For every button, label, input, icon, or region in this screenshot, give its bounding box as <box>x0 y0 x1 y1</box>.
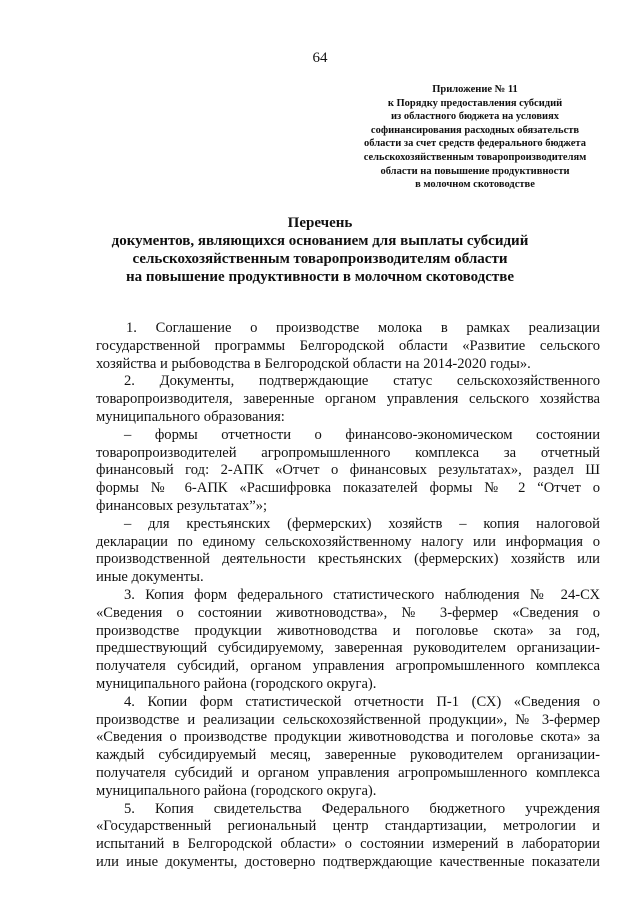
paragraph-1 <box>96 320 600 373</box>
text-line: 2. Документы, подтверждающие статус сельскохозяйственного <box>124 373 600 390</box>
text-line: 1. Соглашение о производстве молока в рамках реализации <box>126 320 600 336</box>
paragraph-3 <box>96 587 600 694</box>
document-body <box>96 320 600 872</box>
text-line: предшествующий субсидируемому, заверенная руководителем организации- <box>96 640 600 657</box>
title-line: на повышение продуктивности в молочном скотоводстве <box>125 269 515 285</box>
text-line: производстве и реализации сельскохозяйственной продукции», № 3-фермер <box>96 711 600 728</box>
text-line: товаропроизводителей агропромышленного комплекса за отчетный <box>96 444 600 461</box>
appendix-line: в молочном скотоводстве <box>415 179 535 191</box>
text-line: – для крестьянских (фермерских) хозяйств – копия налоговой <box>124 515 600 532</box>
text-line: формы № 6-АПК «Расшифровка показателей формы № 2 “Отчет о <box>96 480 600 497</box>
appendix-line: области за счет средств федерального бюджета <box>364 138 586 150</box>
appendix-line: к Порядку предоставления субсидий <box>387 97 563 109</box>
text-line: получателя субсидий и органом управления агропромышленного комплекса <box>96 764 600 781</box>
text-line: финансовый год: 2-АПК «Отчет о финансовых результатах», раздел Ш <box>96 462 600 479</box>
title-line: документов, являющихся основанием для выплаты субсидий <box>111 233 529 249</box>
text-line: 3. Копия форм федерального статистического наблюдения № 24-СХ <box>124 586 600 603</box>
paragraph-2-item-farms <box>96 516 600 587</box>
text-line: производстве продукции животноводства и поголовье скота» за год, <box>96 622 600 639</box>
text-line: «Государственный региональный центр стандартизации, метрологии и <box>96 818 600 835</box>
appendix-line: из областного бюджета на условиях <box>390 111 560 123</box>
appendix-line: области на повышение продуктивности <box>380 165 570 177</box>
text-line: муниципального образования: <box>96 408 285 425</box>
text-line: испытаний в Белгородской области» о состоянии измерений в лаборатории <box>96 836 600 853</box>
text-line: муниципального района (городского округа). <box>96 675 377 692</box>
page-number: 64 <box>312 50 328 66</box>
text-line: «Сведения о состоянии животноводства», № 3-фермер «Сведения о <box>96 604 600 621</box>
appendix-header <box>350 83 600 192</box>
text-line: товаропроизводителя, заверенные органом управления сельского хозяйства <box>96 391 600 408</box>
text-line: государственной программы Белгородской области «Развитие сельского <box>96 337 600 354</box>
text-line: – формы отчетности о финансово-экономическом состоянии <box>124 426 600 443</box>
paragraph-4 <box>96 694 600 801</box>
text-line: 5. Копия свидетельства Федерального бюджетного учреждения <box>124 800 600 817</box>
appendix-line: Приложение № 11 <box>432 84 518 95</box>
text-line: иные документы. <box>96 569 204 586</box>
text-line: финансовых результатах”»; <box>96 497 268 514</box>
text-line: хозяйства и рыбоводства в Белгородской области на 2014-2020 годы». <box>96 355 531 372</box>
appendix-line: софинансирования расходных обязательств <box>370 124 580 136</box>
text-line: муниципального района (городского округа). <box>96 782 377 799</box>
text-line: производственной деятельности крестьянских (фермерских) хозяйств или <box>96 551 600 568</box>
text-line: получателя субсидий, органом управления агропромышленного комплекса <box>96 658 600 675</box>
paragraph-5 <box>96 801 600 872</box>
appendix-line: сельскохозяйственным товаропроизводителям <box>363 151 587 163</box>
paragraph-2 <box>96 373 600 426</box>
document-title <box>0 214 640 286</box>
text-line: 4. Копии форм статистической отчетности П-1 (СХ) «Сведения о <box>124 693 600 710</box>
text-line: декларации по единому сельскохозяйственному налогу или информация о <box>96 533 600 550</box>
text-line: каждый субсидируемый месяц, заверенные руководителем организации- <box>96 747 600 764</box>
title-line: сельскохозяйственным товаропроизводителям области <box>132 251 508 267</box>
title-line: Перечень <box>287 215 353 231</box>
paragraph-2-item-forms <box>96 427 600 516</box>
text-line: «Сведения о производстве продукции животноводства и поголовье скота» за <box>96 729 600 746</box>
text-line: или иные документы, достоверно подтверждающие качественные показатели <box>96 853 600 870</box>
